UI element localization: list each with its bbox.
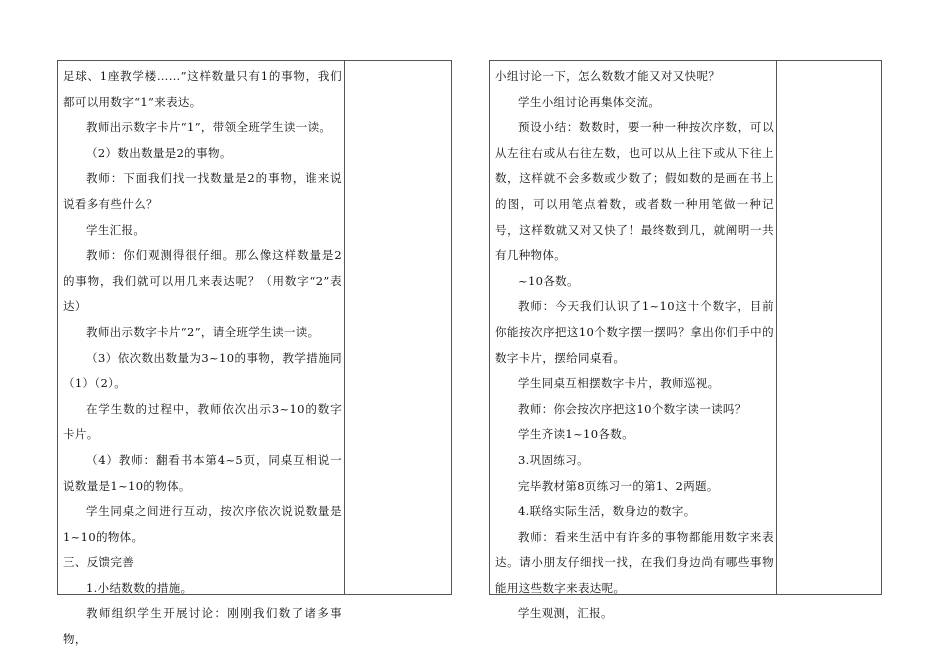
paragraph: 教师：你会按次序把这10个数字读一读吗？ xyxy=(518,401,747,416)
paragraph: 学生齐读1~10各数。 xyxy=(518,427,634,442)
paragraph: 学生汇报。 xyxy=(86,222,146,237)
paragraph: 足球、1座教学楼……”这样数量只有1的事物，我们都可以用数字“1”来表达。 xyxy=(63,69,342,109)
paragraph: 学生观测，汇报。 xyxy=(518,606,613,621)
paragraph: 教师组织学生开展讨论：刚刚我们数了诸多事物， xyxy=(63,606,342,647)
paragraph: 三、反馈完善 xyxy=(63,555,135,570)
paragraph: （4）教师：翻看书本第4~5页，同桌互相说一说数量是1~10的物体。 xyxy=(63,452,342,493)
paragraph: 学生同桌互相摆数字卡片，教师巡视。 xyxy=(518,376,720,391)
paragraph: （3）依次数出数量为3~10的事物，教学措施同（1）（2）。 xyxy=(63,350,342,391)
paragraph: 教师：你们观测得很仔细。那么像这样数量是2的事物，我们就可以用几来表达呢？（用数字“2”表达） xyxy=(63,248,342,314)
paragraph: 预设小结：数数时，要一种一种按次序数，可以从左往右或从右往左数，也可以从上往下或从下往上数，这样就不会多数或少数了；假如数的是画在书上的图，可以用笔点着数，或者数一种用笔做一种记号，这样数就又对又快了！最终数到几，就阐明一共有几种物体。 xyxy=(495,120,774,263)
paragraph: 教师：看来生活中有许多的事物都能用数字来表达。请小朋友仔细找一找，在我们身边尚有哪些事物能用这些数字来表达呢。 xyxy=(495,529,774,595)
paragraph: 教师：下面我们找一找数量是2的事物，谁来说说看多有些什么？ xyxy=(63,171,342,211)
paragraph: 学生小组讨论再集体交流。 xyxy=(518,94,661,109)
left-page-column-divider xyxy=(344,61,345,594)
paragraph: 教师出示数字卡片“1”，带领全班学生读一读。 xyxy=(86,120,332,135)
paragraph: 在学生数的过程中，教师依次出示3~10的数字卡片。 xyxy=(63,401,342,442)
paragraph: 教师：今天我们认识了1~10这十个数字，目前你能按次序把这10个数字摆一摆吗？拿出你们手中的数字卡片，摆给同桌看。 xyxy=(495,299,774,365)
paragraph: 4.联络实际生活，数身边的数字。 xyxy=(518,504,696,519)
left-page-text-column xyxy=(63,64,342,653)
paragraph: 教师出示数字卡片“2”，请全班学生读一读。 xyxy=(86,324,320,339)
paragraph: 学生同桌之间进行互动，按次序依次说说数量是1~10的物体。 xyxy=(63,504,342,544)
paragraph: 3.巩固练习。 xyxy=(518,452,589,467)
right-page-table xyxy=(489,60,882,621)
paragraph: 完毕教材第8页练习一的第1、2两题。 xyxy=(518,478,719,493)
left-page-table xyxy=(57,60,452,647)
right-page-column-divider xyxy=(776,61,777,594)
paragraph: 小组讨论一下，怎么数数才能又对又快呢？ xyxy=(495,69,721,83)
paragraph: 1.小结数数的措施。 xyxy=(86,580,193,595)
right-page-text-column xyxy=(495,64,774,627)
paragraph: （2）数出数量是2的事物。 xyxy=(86,145,232,160)
paragraph: ~10各数。 xyxy=(518,273,579,288)
